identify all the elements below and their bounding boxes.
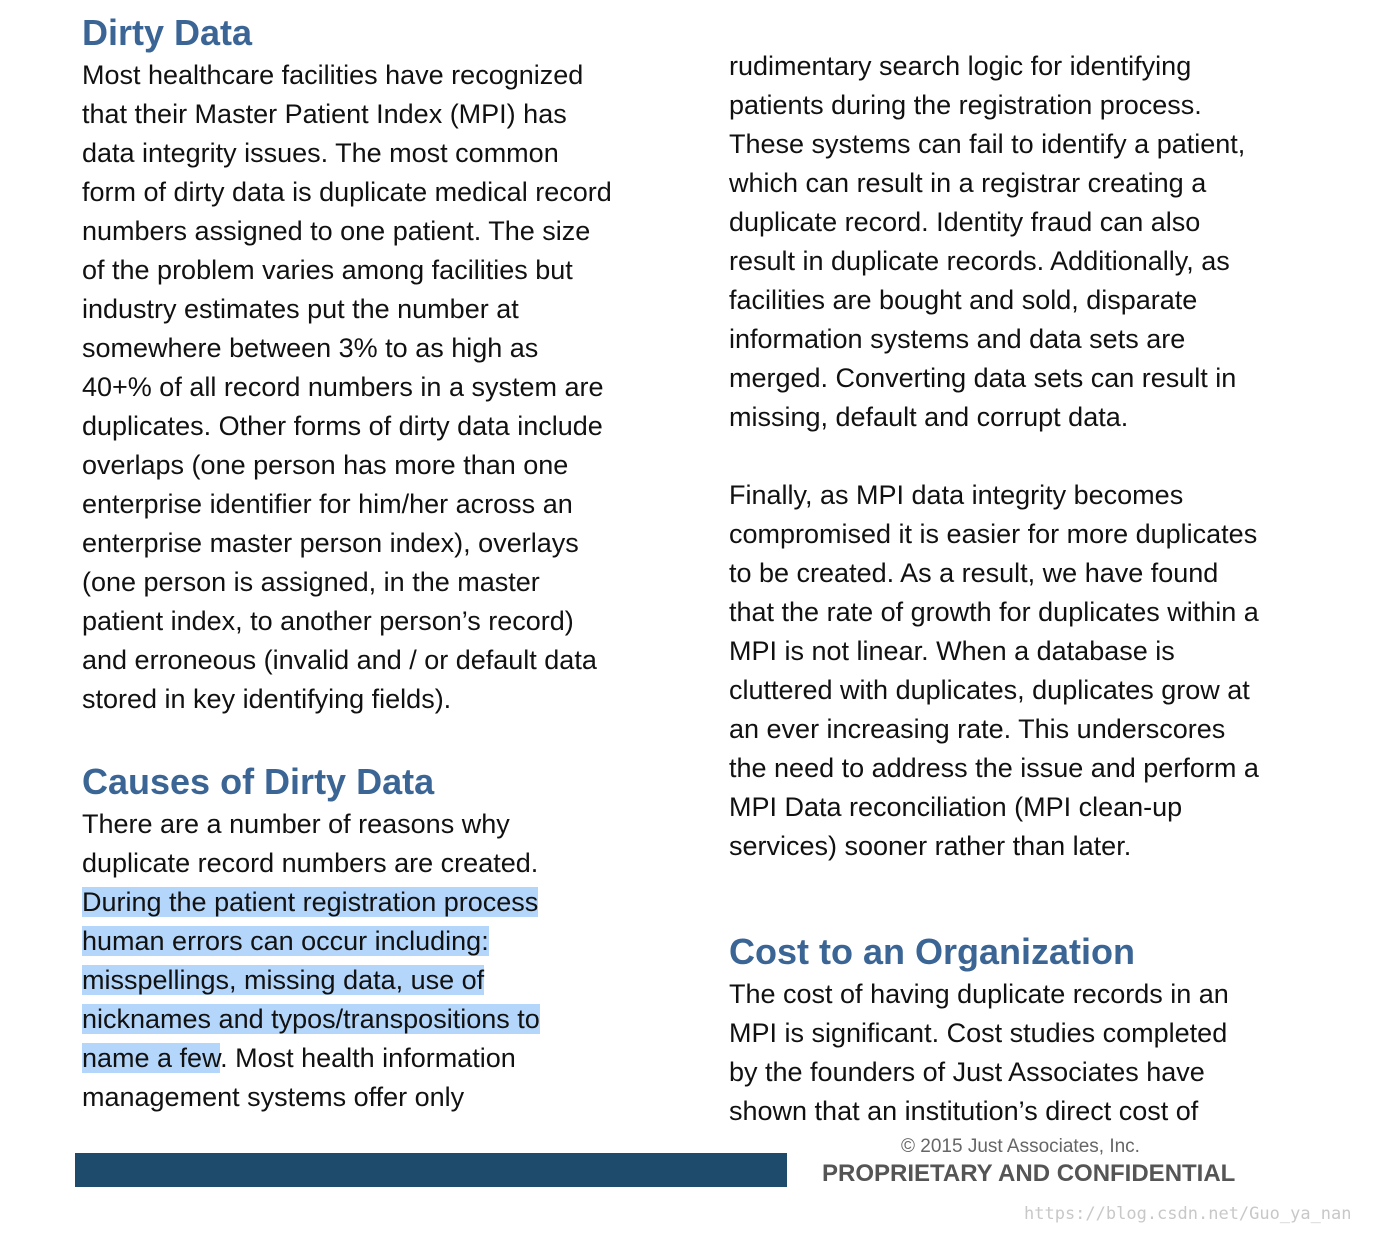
text-line: duplicate record numbers are created.: [82, 848, 539, 878]
text-line: compromised it is easier for more duplicates: [729, 519, 1258, 549]
text-line: [82, 1039, 540, 1078]
text-line: numbers assigned to one patient. The size: [82, 216, 591, 246]
footer-confidential: PROPRIETARY AND CONFIDENTIAL: [822, 1160, 1236, 1187]
text-line: Most healthcare facilities have recognized: [82, 60, 584, 90]
dirty-data-section: [82, 13, 252, 53]
text-line: data integrity issues. The most common: [82, 138, 559, 168]
text-line: and erroneous (invalid and / or default data: [82, 645, 597, 675]
text-line: of the problem varies among facilities but: [82, 255, 573, 285]
text-line: The cost of having duplicate records in an: [729, 979, 1229, 1009]
text-selection[interactable]: During the patient registration process: [82, 887, 539, 917]
text-line: missing, default and corrupt data.: [729, 402, 1129, 432]
dirty-data-paragraph: [82, 56, 612, 719]
text-line: (one person is assigned, in the master: [82, 567, 540, 597]
text-line: result in duplicate records. Additionally, as: [729, 246, 1230, 276]
text-line: an ever increasing rate. This underscores: [729, 714, 1226, 744]
text-line: enterprise master person index), overlays: [82, 528, 579, 558]
text-selection-end[interactable]: name a few: [82, 1043, 221, 1073]
text-line: duplicates. Other forms of dirty data include: [82, 411, 603, 441]
text-line: patients during the registration process.: [729, 90, 1202, 120]
text-fragment: . Most health information: [220, 1043, 516, 1073]
text-line: cluttered with duplicates, duplicates grow at: [729, 675, 1250, 705]
text-line: Finally, as MPI data integrity becomes: [729, 480, 1184, 510]
text-line: that the rate of growth for duplicates within a: [729, 597, 1259, 627]
search-logic-paragraph: [729, 47, 1245, 437]
text-line: management systems offer only: [82, 1082, 465, 1112]
text-selection[interactable]: human errors can occur including:: [82, 926, 489, 956]
causes-section: [82, 762, 434, 802]
causes-paragraph: [82, 805, 540, 1117]
text-line: There are a number of reasons why: [82, 809, 510, 839]
text-line: the need to address the issue and perform a: [729, 753, 1259, 783]
text-line: facilities are bought and sold, disparate: [729, 285, 1198, 315]
watermark-url: https://blog.csdn.net/Guo_ya_nan: [1024, 1204, 1352, 1224]
highlighted-line[interactable]: [82, 922, 540, 961]
footer-copyright: © 2015 Just Associates, Inc.: [901, 1136, 1140, 1157]
text-line: which can result in a registrar creating a: [729, 168, 1207, 198]
section-heading-dirty-data: Dirty Data: [82, 12, 253, 53]
text-line: overlaps (one person has more than one: [82, 450, 569, 480]
integrity-paragraph: [729, 476, 1259, 866]
section-heading-cost: Cost to an Organization: [729, 931, 1136, 972]
highlighted-line[interactable]: [82, 883, 540, 922]
text-line: merged. Converting data sets can result in: [729, 363, 1237, 393]
text-line: somewhere between 3% to as high as: [82, 333, 539, 363]
text-selection[interactable]: misspellings, missing data, use of: [82, 965, 485, 995]
section-heading-causes: Causes of Dirty Data: [82, 761, 435, 802]
text-line: patient index, to another person’s record): [82, 606, 574, 636]
text-line: to be created. As a result, we have found: [729, 558, 1219, 588]
highlighted-line[interactable]: [82, 961, 540, 1000]
text-line: rudimentary search logic for identifying: [729, 51, 1192, 81]
text-line: These systems can fail to identify a patient,: [729, 129, 1246, 159]
text-line: industry estimates put the number at: [82, 294, 519, 324]
text-line: MPI is not linear. When a database is: [729, 636, 1175, 666]
text-selection[interactable]: nicknames and typos/transpositions to: [82, 1004, 540, 1034]
text-line: duplicate record. Identity fraud can also: [729, 207, 1201, 237]
text-line: enterprise identifier for him/her across an: [82, 489, 573, 519]
text-line: services) sooner rather than later.: [729, 831, 1132, 861]
text-line: shown that an institution’s direct cost of: [729, 1096, 1199, 1126]
footer-bar: [75, 1153, 787, 1187]
text-line: 40+% of all record numbers in a system are: [82, 372, 604, 402]
highlighted-line[interactable]: [82, 1000, 540, 1039]
text-line: form of dirty data is duplicate medical record: [82, 177, 612, 207]
cost-section: [729, 932, 1135, 972]
text-line: MPI is significant. Cost studies completed: [729, 1018, 1228, 1048]
text-line: that their Master Patient Index (MPI) has: [82, 99, 567, 129]
text-line: by the founders of Just Associates have: [729, 1057, 1205, 1087]
text-line: information systems and data sets are: [729, 324, 1186, 354]
text-line: MPI Data reconciliation (MPI clean-up: [729, 792, 1183, 822]
cost-paragraph: [729, 975, 1229, 1131]
text-line: stored in key identifying fields).: [82, 684, 452, 714]
